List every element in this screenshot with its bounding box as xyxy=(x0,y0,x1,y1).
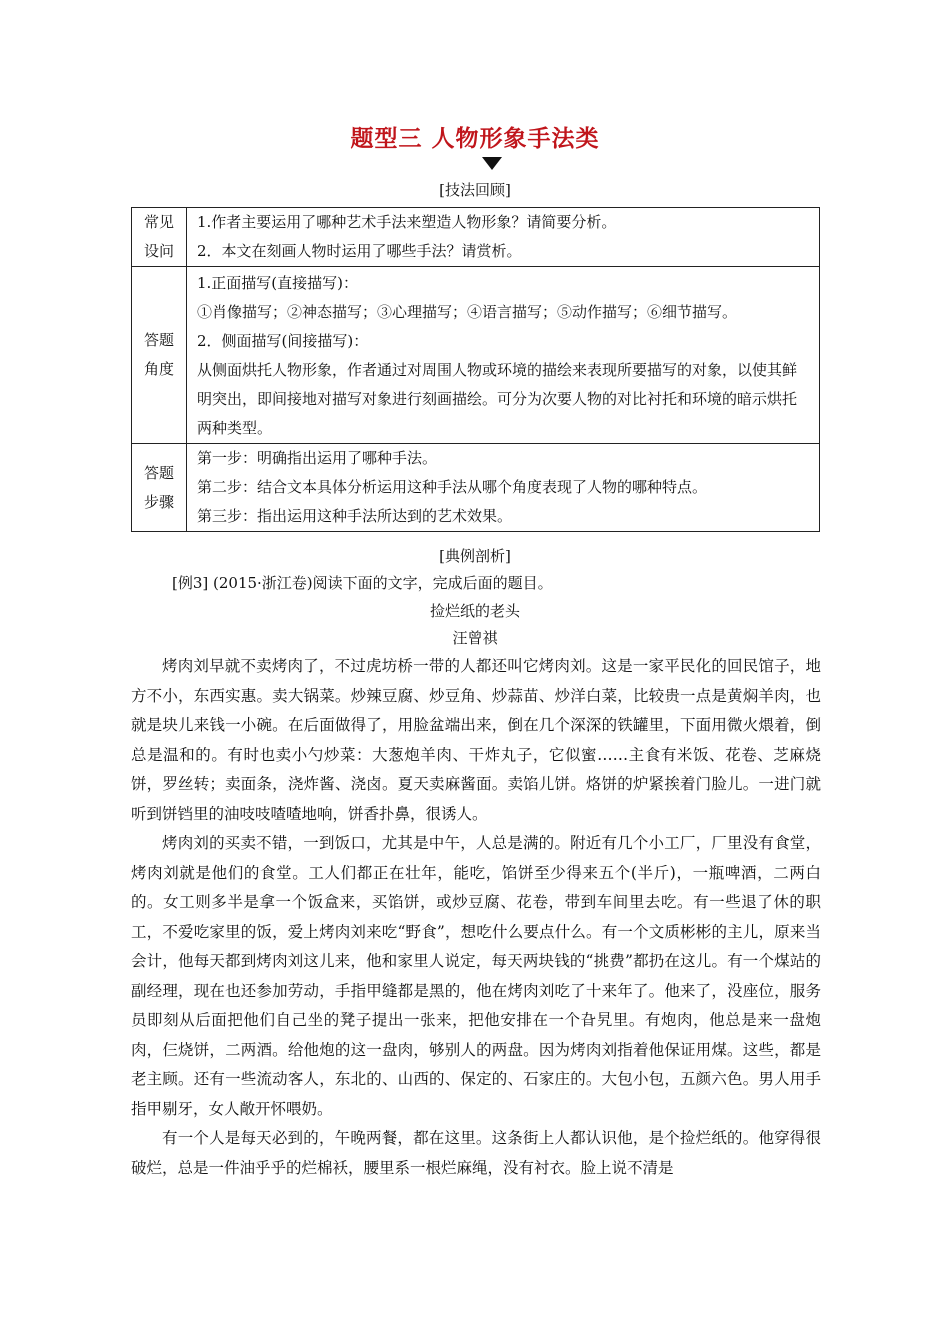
article-paragraph: 烤肉刘早就不卖烤肉了，不过虎坊桥一带的人都还叫它烤肉刘。这是一家平民化的回民馆子，地方不小，东西实惠。卖大锅菜。炒辣豆腐、炒豆角、炒蒜苗、炒洋白菜，比较贵一点是黄焖羊肉，也就是块儿来钱一小碗。在后面做得了，用脸盆端出来，倒在几个深深的铁罐里，下面用微火煨着，倒总是温和的。有时也卖小勺炒菜：大葱炮羊肉、干炸丸子，它似蜜……主食有米饭、花卷、芝麻烧饼，罗丝转；卖面条，浇炸酱、浇卤。夏天卖麻酱面。卖馅儿饼。烙饼的炉紧挨着门脸儿。一进门就听到饼铛里的油吱吱喳喳地响，饼香扑鼻，很诱人。 xyxy=(131,657,821,823)
row-header xyxy=(132,444,187,532)
article-paragraph: 烤肉刘的买卖不错，一到饭口，尤其是中午，人总是满的。附近有几个小工厂，厂里没有食堂，烤肉刘就是他们的食堂。工人们都正在壮年，能吃，馅饼至少得来五个(半斤)，一瓶啤酒，二两白的。女工则多半是拿一个饭盒来，买馅饼，或炒豆腐、花卷，带到车间里去吃。有一些退了休的职工，不爱吃家里的饭，爱上烤肉刘来吃“野食”，想吃什么要点什么。有一个文质彬彬的主儿，原来当会计，他每天都到烤肉刘这儿来，他和家里人说定，每天两块钱的“挑费”都扔在这儿。有一个煤站的副经理，现在也还参加劳动，手指甲缝都是黑的，他在烤肉刘吃了十来年了。他来了，没座位，服务员即刻从后面把他们自己坐的凳子提出一张来，把他安排在一个旮旯里。有炮肉，他总是来一盘炮肉，仨烧饼，二两酒。给他炮的这一盘肉，够别人的两盘。因为烤肉刘指着他保证用煤。这些，都是老主顾。还有一些流动客人，东北的、山西的、保定的、石家庄的。大包小包，五颜六色。男人用手指甲剔牙，女人敞开怀喂奶。 xyxy=(131,834,821,1118)
row-header-line: 设问 xyxy=(143,242,174,260)
table-row xyxy=(132,444,820,532)
row-header-line: 角度 xyxy=(143,360,174,378)
article-paragraph: 有一个人是每天必到的，午晚两餐，都在这里。这条街上人都认识他，是个捡烂纸的。他穿得很破烂，总是一件油乎乎的烂棉袄，腰里系一根烂麻绳，没有衬衣。脸上说不清是 xyxy=(131,1129,821,1177)
content-paragraph: 从侧面烘托人物形象，作者通过对周围人物或环境的描绘来表现所要描写的对象，以使其鲜明突出，即间接地对描写对象进行刻画描绘。可分为次要人物的对比衬托和环境的暗示烘托两种类型。 xyxy=(197,361,798,437)
content-line: 1.正面描写(直接描写)： xyxy=(197,274,359,292)
example-label: [典例剖析] xyxy=(439,547,511,565)
content-line: 第一步：明确指出运用了哪种手法。 xyxy=(197,449,438,467)
row-header-line: 答题 xyxy=(143,331,174,349)
article-title: 捡烂纸的老头 xyxy=(429,602,520,620)
content-line: 1.作者主要运用了哪种艺术手法来塑造人物形象？请简要分析。 xyxy=(197,213,617,231)
table-row xyxy=(132,267,820,444)
triangle-down-icon xyxy=(482,157,502,170)
review-label: [技法回顾] xyxy=(439,181,511,199)
content-line: 2．本文在刻画人物时运用了哪些手法？请赏析。 xyxy=(197,242,522,260)
row-header-line: 答题 xyxy=(143,463,174,482)
row-header xyxy=(132,208,187,267)
article-body xyxy=(131,652,821,1183)
row-content xyxy=(187,267,820,444)
table-row xyxy=(132,208,820,267)
example-intro: [例3] (2015·浙江卷)阅读下面的文字，完成后面的题目。 xyxy=(172,574,553,592)
row-header xyxy=(132,267,187,444)
content-line: 第三步：指出运用这种手法所达到的艺术效果。 xyxy=(197,507,513,525)
row-header-line: 步骤 xyxy=(143,492,174,511)
row-content xyxy=(187,208,820,267)
row-header-line: 常见 xyxy=(143,213,174,231)
row-content xyxy=(187,444,820,532)
content-line: ①肖像描写；②神态描写；③心理描写；④语言描写；⑤动作描写；⑥细节描写。 xyxy=(197,303,738,321)
method-table xyxy=(131,207,820,532)
article-author: 汪曾祺 xyxy=(452,629,498,647)
content-line: 2．侧面描写(间接描写)： xyxy=(197,332,369,350)
page-title: 题型三 人物形象手法类 xyxy=(350,126,600,152)
content-line: 第二步：结合文本具体分析运用这种手法从哪个角度表现了人物的哪种特点。 xyxy=(197,478,708,496)
